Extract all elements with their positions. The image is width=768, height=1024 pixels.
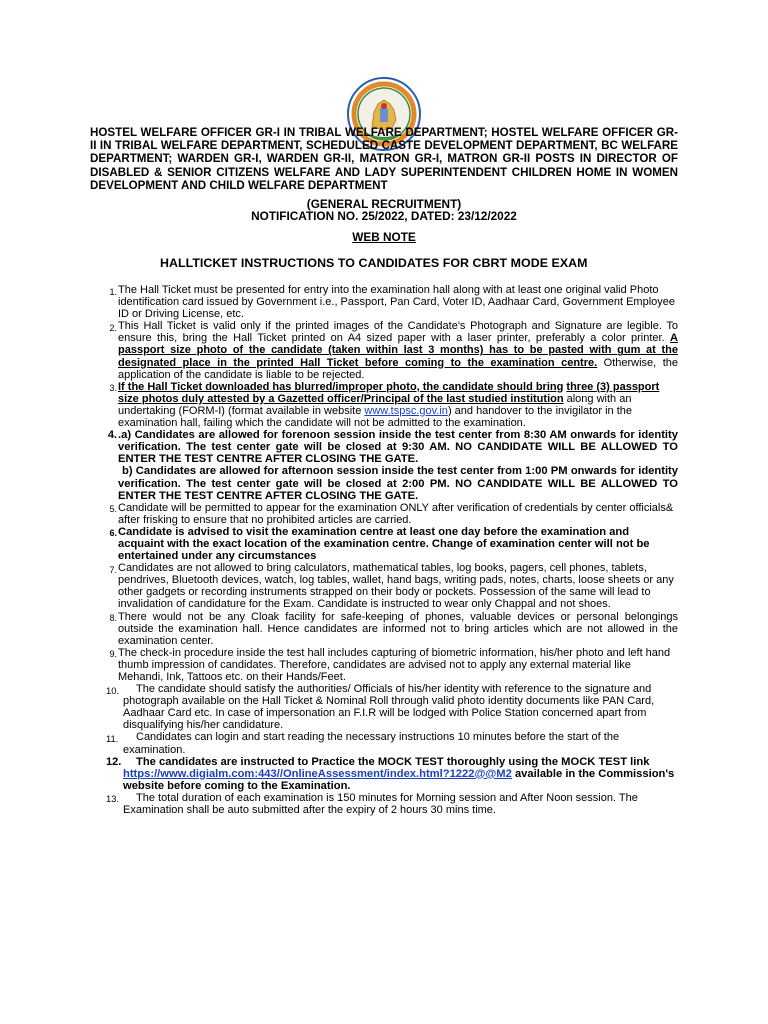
item-number: 5.	[109, 504, 117, 515]
instructions-title: HALLTICKET INSTRUCTIONS TO CANDIDATES FOR CBRT MODE EXAM	[160, 256, 588, 270]
item-text	[118, 429, 678, 502]
list-item	[100, 792, 678, 816]
item-text-part: This Hall Ticket is valid only if the printed images of the Candidate's Photograph and Signature are legible. To ensure this, bring the Hall Ticket printed on A4 sized paper with a laser printer, preferably a color printer.	[118, 320, 678, 345]
afternoon-session-text: b) Candidates are allowed for afternoon session inside the test center from 1:00 PM onwards for identity verification. The test center gate will be closed at 2:00 PM. NO CANDIDATE WILL BE ALLOWED TO ENTER THE TEST CENTRE AFTER CLOSING THE GATE.	[118, 465, 678, 502]
item-text: The total duration of each examination is 150 minutes for Morning session and After Noon session. The Examination shall be auto submitted after the expiry of 2 hours 30 mins time.	[123, 791, 638, 817]
item-text: The candidate should satisfy the authorities/ Officials of his/her identity with reference to the signature and photograph available on the Hall Ticket & Nominal Roll through valid photo identity documents like PAN Card, Aadhaar Card etc. In case of impersonation an F.I.R will be lodged with Police Station concerned apart from disqualifying his/her candidature.	[123, 683, 655, 732]
list-item	[100, 731, 678, 755]
forenoon-session-text: .a) Candidates are allowed for forenoon session inside the test center from 8:30 AM onwards for identity verification. The test center gate will be closed at 9:30 AM. NO CANDIDATE WILL BE ALLOWED TO ENTER THE TEST CENTRE AFTER CLOSING THE GATE.	[118, 429, 678, 466]
list-item	[100, 381, 678, 429]
item-number: 12.	[106, 755, 122, 768]
item-number: 11.	[106, 732, 119, 744]
item-text: There would not be any Cloak facility for safe-keeping of phones, valuable devices or personal belongings outside the examination hall. Hence candidates are informed not to bring articles which are not allowed in the examination center.	[118, 610, 691, 647]
item-text	[123, 756, 678, 792]
item-number: 9.	[109, 649, 117, 660]
item-text-part: Otherwise, the application of the candidate is liable to be rejected.	[118, 356, 679, 381]
list-item	[100, 284, 678, 320]
list-item	[100, 683, 678, 731]
item-number: 3.	[109, 383, 117, 394]
photo-requirement-emphasis: A passport size photo of the candidate (taken within last 3 months) has to be pasted with gum at the designated place in the printed Hall Ticket before coming to the examination centre.	[118, 332, 678, 369]
list-item	[100, 647, 678, 683]
item-text: Candidates are not allowed to bring calculators, mathematical tables, log books, pagers, cell phones, tablets, pendrives, Bluetooth devices, watch, log tables, wallet, hand bags, writing pads, notes, charts, loose sheets or any other gadgets or recording instruments strapped on their body or pockets. Possession of the same will lead to invalidation of candidature for the Exam. Candidate is instructed to wear only Chappal and not shoes.	[118, 562, 674, 611]
attested-photos-emphasis: three (3) passport size photos duly attested by a Gazetted officer/Principal of the last studied institution	[118, 380, 660, 405]
item-number: 6.	[109, 528, 117, 539]
mock-test-link[interactable]: https://www.digialm.com:443//OnlineAssessment/index.html?1222@@M2	[123, 767, 512, 780]
item-text	[118, 381, 678, 429]
item-text: Candidate is advised to visit the examination centre at least one day before the examination and acquaint with the exact location of the examination centre. Change of examination center will not be entertained under any circumstances	[118, 525, 650, 563]
item-number: 10.	[106, 684, 120, 696]
item-text: Candidates can login and start reading the necessary instructions 10 minutes before the start of the examination.	[123, 731, 620, 756]
list-item	[100, 610, 691, 647]
list-item	[100, 502, 678, 526]
item-text-part: available in the Commission's website before coming to the Examination.	[123, 767, 675, 792]
web-note-heading: WEB NOTE	[352, 230, 416, 244]
notification-number: NOTIFICATION NO. 25/2022, DATED: 23/12/2022	[251, 209, 517, 223]
recruitment-type: (GENERAL RECRUITMENT)	[306, 197, 462, 211]
item-text-part: along with an undertaking (FORM-I) (format available in website	[118, 392, 632, 417]
item-number: 8.	[109, 613, 117, 624]
item-text-part: ) and handover to the invigilator in the examination hall, failing which the candidate will not be admitted to the examination.	[118, 404, 632, 430]
item-number: 4.	[107, 429, 117, 442]
item-number: 7.	[109, 564, 117, 575]
department-heading: HOSTEL WELFARE OFFICER GR-I IN TRIBAL WELFARE DEPARTMENT; HOSTEL WELFARE OFFICER GR-II IN TRIBAL WELFARE DEPARTMENT, SCHEDULED CASTE DEVELOPMENT DEPARTMENT, BC WELFARE DEPARTMENT; WARDEN GR-I, WARDEN GR-II, MATRON GR-I, MATRON GR-II POSTS IN DIRECTOR OF DISABLED & SENIOR CITIZENS WELFARE AND LADY SUPERINTENDENT CHILDREN HOME IN WOMEN DEVELOPMENT AND CHILD WELFARE DEPARTMENT	[90, 126, 678, 192]
list-item	[100, 526, 678, 562]
item-number: 13.	[106, 793, 120, 805]
item-text	[118, 320, 678, 380]
list-item	[100, 756, 678, 792]
item-text: The Hall Ticket must be presented for entry into the examination hall along with at least one original valid Photo identification card issued by Government i.e., Passport, Pan Card, Voter ID, Aadhaar Card, Government Employee ID or Driving License, etc.	[118, 284, 676, 321]
list-item	[100, 562, 678, 610]
tspsc-website-link[interactable]: www.tspsc.gov.in	[364, 404, 448, 417]
blurred-photo-emphasis: If the Hall Ticket downloaded has blurred/improper photo, the candidate should bring	[118, 380, 564, 393]
item-number: 1.	[109, 286, 117, 297]
list-item	[100, 429, 678, 502]
item-number: 2.	[109, 322, 117, 333]
instruction-list	[100, 284, 691, 817]
mock-test-text: The candidates are instructed to Practice the MOCK TEST thoroughly using the MOCK TEST link	[136, 755, 650, 768]
item-text: Candidate will be permitted to appear for the examination ONLY after verification of credentials by center officials& after frisking to ensure that no prohibited articles are carried.	[118, 501, 674, 526]
list-item	[100, 320, 678, 380]
item-text: The check-in procedure inside the test hall includes capturing of biometric information, his/her photo and left hand thumb impression of candidates. Therefore, candidates are advised not to apply any external material like Mehandi, Ink, Tattoos etc. on their Hands/Feet.	[118, 646, 671, 683]
